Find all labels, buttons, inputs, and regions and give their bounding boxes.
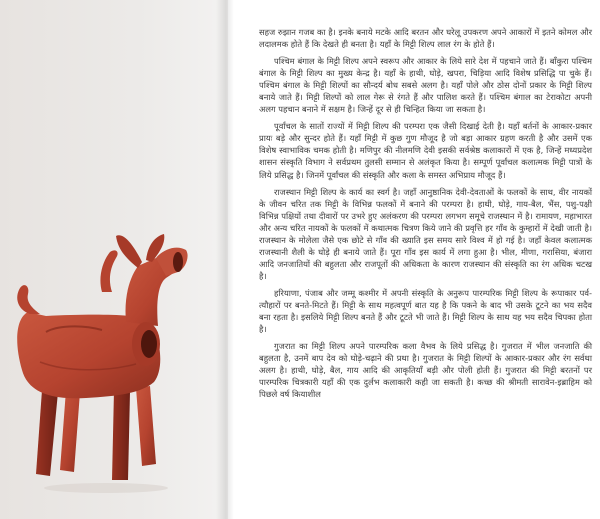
page-fold-shadow (216, 0, 234, 519)
paragraph-rajasthan: राजस्थान मिट्टी शिल्प के कार्य का स्वर्ग है। जहाँ आनुष्ठानिक देवी-देवताओं के फलकों के साथ, वीर नायकों के जीवन चरित तक मिट्टी के विभिन्न फलकों में बनाने की परम्परा है। हाथी, घोड़े, गाय-बैल, भैंस, पशु-पक्षी विभिन्न पक्षियों तथा दीवारों पर उभरे हुए अलंकरण की परम्परा लगभग समूचे राजस्थान में है। रामायण, महाभारत और अन्य चरित नायकों के फलकों में कथात्मक चित्रण किये जाने की प्रवृत्ति हर गाँव के कुम्हारों में देखी जाती है। राजस्थान के मोलेला जैसे एक छोटे से गाँव की ख्याति इस समय सारे विश्व में हो गई है। जहाँ केवल कलात्मक राजस्थानी शैली के घोड़े ही बनाये जाते हैं। पूरा गाँव इस कार्य में लगा हुआ है। भील, मीणा, गरासिया, बंजारा आदि जनजातियों की बहुलता और राजपूतों की अधिकता के कारण राजस्थान की संस्कृति का रंग अधिक चटख है। (259, 186, 592, 281)
paragraph-gujarat: गुजरात का मिट्टी शिल्प अपने पारम्परिक कला वैभव के लिये प्रसिद्ध है। गुजरात में भील जनजाति की बहुलता है, उनमें बाप देव को घोड़े-चढ़ाने की प्रथा है। गुजरात के मिट्टी शिल्पों के आकार-प्रकार और रंग सर्वथा अलग है। हाथी, घोड़े, बैल, गाय आदि की आकृतियाँ बड़ी और पोली होती हैं। गुजरात की मिट्टी बरतनों पर पारम्परिक चित्रकारी यहाँ की एक दुर्लभ कलाकारी कही जा सकती है। कच्छ की श्रीमती सारावेन-इब्राहिम को पिछले वर्ष कियाशील (259, 341, 592, 400)
paragraph-intro: सहज रुझान गजब का है। इनके बनाये मटके आदि बरतन और घरेलू उपकरण अपने आकारों में इतने कोमल और लदालमक होते हैं कि देखते ही बनता है। यहाँ के मिट्टी शिल्प लाल रंग के होते हैं। (259, 27, 592, 50)
paragraph-haryana-punjab: हरियाणा, पंजाब और जम्मू कश्मीर में अपनी संस्कृति के अनुरूप पारम्परिक मिट्टी शिल्प के रूपाकार पर्व-त्यौहारों पर बनते-मिटते हैं। मिट्टी के साथ महत्वपूर्ण बात यह है कि पकने के बाद भी उसके टूटने का भय सदैव बना रहता है। इसलिये मिट्टी शिल्प बनते हैं और टूटते भी जाते हैं। मिट्टी शिल्प के साथ यह भय सदैव चिपका होता है। (259, 287, 592, 335)
article-text (259, 26, 592, 514)
paragraph-west-bengal: पश्चिम बंगाल के मिट्टी शिल्प अपने स्वरूप और आकार के लिये सारे देश में पहचाने जाते हैं। बाँकुरा पश्चिम बंगाल के मिट्टी शिल्प का मुख्य केन्द्र है। यहाँ के हाथी, घोड़े, खपरा, चिड़िया आदि विशेष प्रसिद्धि पा चुके हैं। पश्चिम बंगाल के मिट्टी शिल्पों का सौन्दर्य बोध सबसे अलग है। यहाँ पोले और ठोस दोनों प्रकार के मिट्टी शिल्प बनाये जाते हैं। मिट्टी शिल्पों को लाल गेरू से रंगते हैं और पालिश करते हैं। पश्चिम बंगाल का टेराकोटा अपनी अलग पहचान बनाने में सक्षम है। जिन्हें दूर से ही चिन्हित किया जा सकता है। (259, 56, 592, 115)
paragraph-northeast: पूर्वांचल के सातों राज्यों में मिट्टी शिल्प की परम्परा एक जैसी दिखाई देती है। यहाँ बर्तनों के आकार-प्रकार प्रायः बड़े और सुन्दर होते हैं। यहाँ मिट्टी में कुछ गुण मौजूद है जो बड़ा आकार ग्रहण करती है और उसमें एक विशेष स्वाभाविक चमक होती है। मणिपुर की नीलमणि देवी इसकी सर्वश्रेष्ठ कलाकारों में एक है, जिन्हें मध्यप्रदेश शासन संस्कृति विभाग ने सर्वप्रथम तुलसी सम्मान से अलंकृत किया है। सम्पूर्ण पूर्वांचल कलात्मक मिट्टी पात्रों के लिये प्रसिद्ध है। जिनमें पूर्वांचल की संस्कृति और कला के समस्त अभिप्राय मौजूद हैं। (259, 121, 592, 180)
terracotta-horse-image (6, 222, 192, 496)
